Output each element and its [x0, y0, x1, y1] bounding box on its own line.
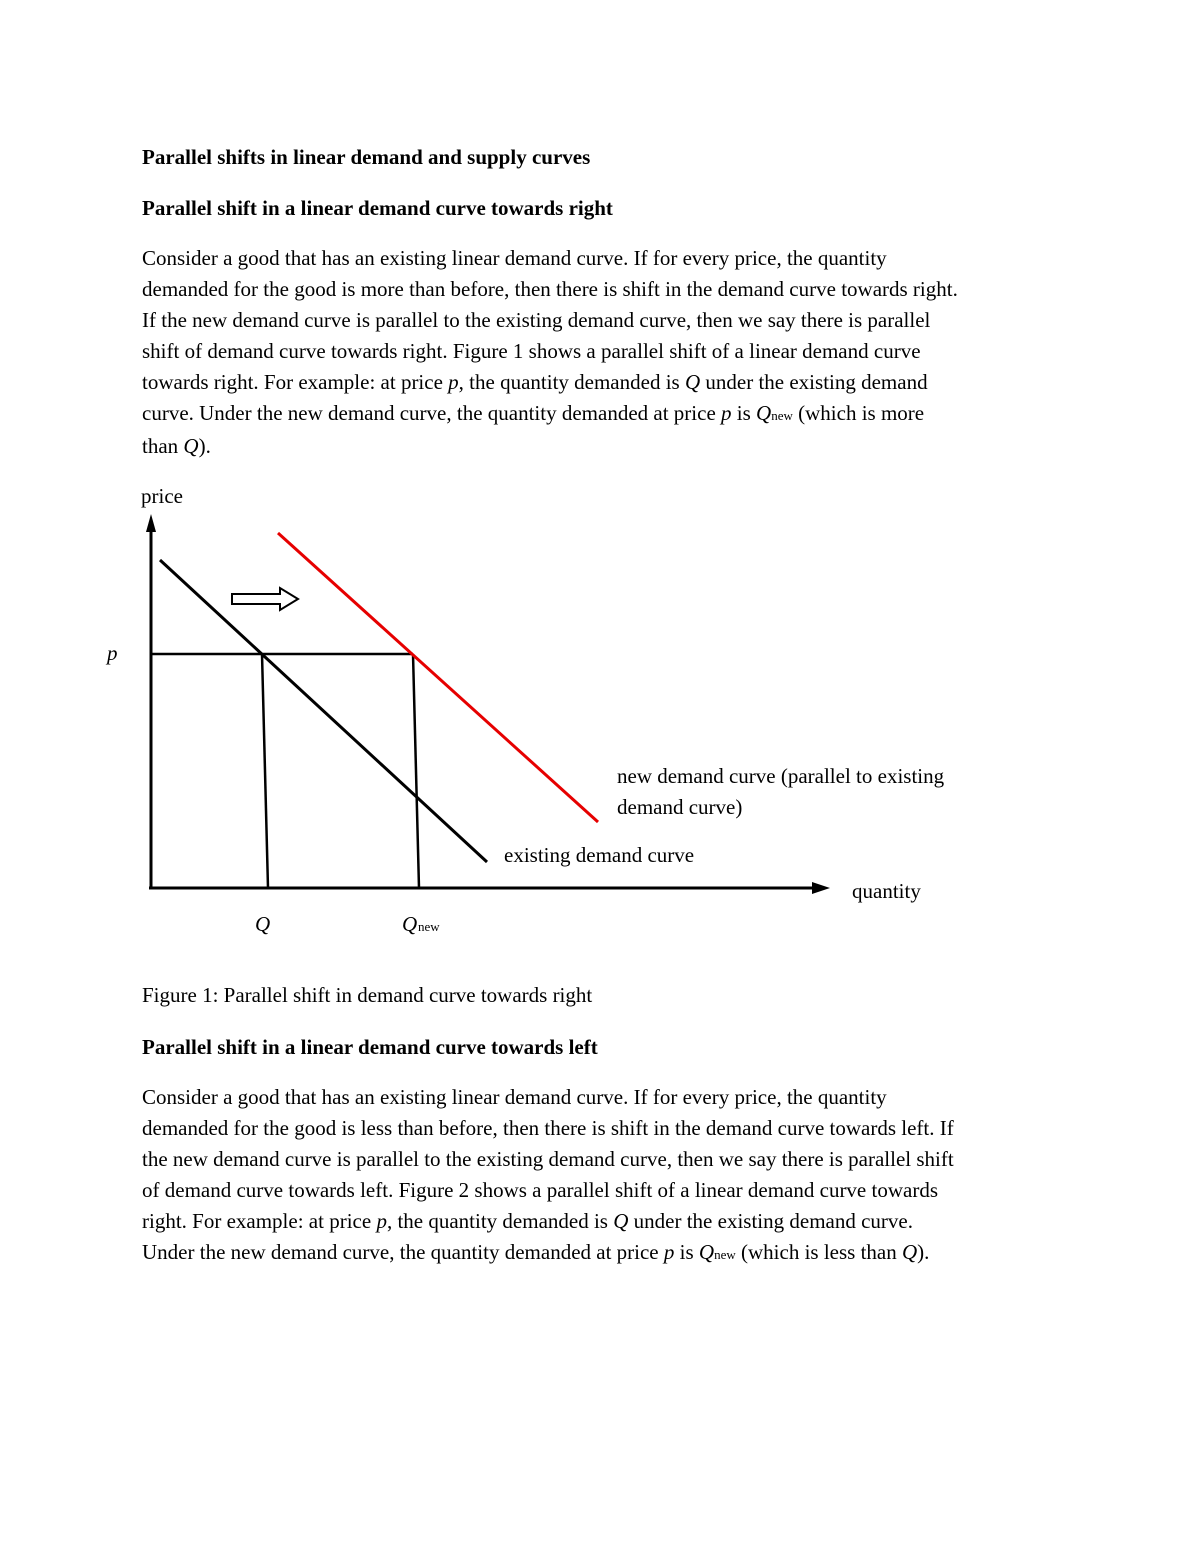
section-heading-right: Parallel shift in a linear demand curve towards right — [142, 196, 613, 220]
paragraph-line: the new demand curve is parallel to the existing demand curve, then we say there is parallel shift — [142, 1147, 954, 1171]
paragraph-line: right. For example: at price p, the quantity demanded is Q under the existing demand curve. — [142, 1209, 913, 1233]
paragraph-line: If the new demand curve is parallel to the existing demand curve, then we say there is parallel — [142, 308, 931, 332]
right-shift-arrow-icon — [232, 588, 298, 610]
new-curve-label-line2: demand curve) — [617, 795, 743, 819]
q-tick-label: Q — [255, 912, 271, 936]
qnew-drop-line — [413, 654, 419, 888]
new-demand-curve — [278, 533, 598, 822]
x-axis-label: quantity — [852, 879, 921, 903]
figure-1-svg — [0, 470, 1200, 970]
paragraph-line: of demand curve towards left. Figure 2 shows a parallel shift of a linear demand curve towards — [142, 1178, 938, 1202]
paragraph-left-shift — [142, 1082, 1072, 1270]
existing-curve-label: existing demand curve — [504, 843, 695, 867]
qnew-tick-subscript: new — [418, 919, 440, 934]
paragraph-line: Consider a good that has an existing linear demand curve. If for every price, the quantity — [142, 1085, 887, 1109]
paragraph-line: shift of demand curve towards right. Figure 1 shows a parallel shift of a linear demand curve — [142, 339, 921, 363]
y-axis-arrowhead — [146, 514, 156, 532]
page-title: Parallel shifts in linear demand and supply curves — [142, 145, 591, 169]
q-drop-line — [262, 654, 268, 888]
price-tick-label: p — [107, 641, 118, 665]
paragraph-right-shift — [142, 243, 1072, 462]
y-axis-label: price — [141, 484, 183, 508]
paragraph-line: towards right. For example: at price p, the quantity demanded is Q under the existing demand — [142, 370, 928, 394]
figure-1-caption: Figure 1: Parallel shift in demand curve towards right — [142, 983, 593, 1007]
paragraph-line: demanded for the good is less than before, then there is shift in the demand curve towards left. If — [142, 1116, 954, 1140]
paragraph-line: Consider a good that has an existing linear demand curve. If for every price, the quantity — [142, 246, 887, 270]
existing-demand-curve — [160, 560, 487, 862]
x-axis-arrowhead — [812, 882, 830, 894]
figure-1-diagram — [0, 470, 1200, 970]
new-curve-label-line1: new demand curve (parallel to existing — [617, 764, 945, 788]
paragraph-line: demanded for the good is more than before, then there is shift in the demand curve towards right. — [142, 277, 958, 301]
paragraph-line: Under the new demand curve, the quantity demanded at price p is Qnew (which is less than Q). — [142, 1240, 930, 1264]
paragraph-line: than Q). — [142, 434, 211, 458]
paragraph-line: curve. Under the new demand curve, the quantity demanded at price p is Qnew (which is more — [142, 401, 925, 425]
section-heading-left: Parallel shift in a linear demand curve towards left — [142, 1035, 598, 1059]
qnew-tick-label: Q — [402, 912, 418, 936]
